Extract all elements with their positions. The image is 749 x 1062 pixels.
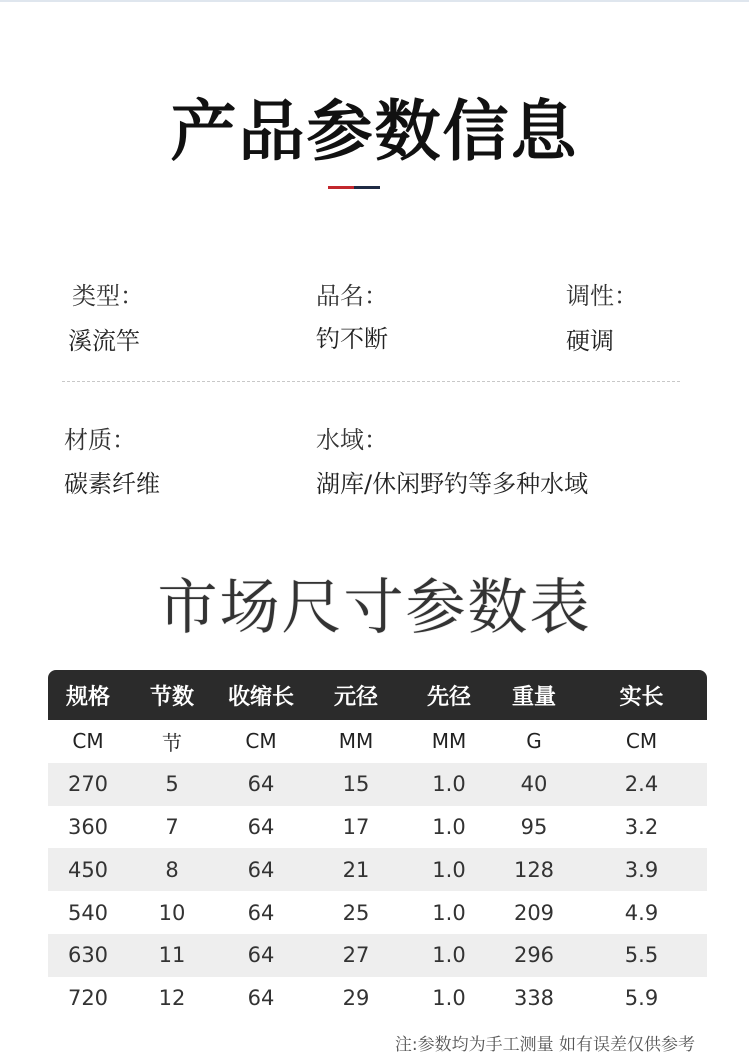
table-row: [48, 934, 707, 977]
table-cell: 64: [247, 857, 275, 882]
table-cell: 296: [513, 943, 555, 968]
table-cell: 64: [247, 900, 275, 925]
size-table: [48, 670, 707, 1020]
name-value: 钓不断: [316, 325, 388, 353]
unit-cell: CM: [625, 729, 658, 754]
header-sections: 节数: [149, 684, 194, 710]
table-cell: 64: [247, 814, 275, 839]
table-cell: 29: [342, 986, 370, 1011]
table-cell: 64: [247, 986, 275, 1011]
table-cell: 5: [165, 772, 179, 797]
size-table-title: 市场尺寸参数表: [157, 573, 592, 643]
measurement-note: 注:参数均为手工测量 如有误差仅供参考: [394, 1035, 695, 1055]
table-cell: 1.0: [432, 943, 466, 968]
type-label: 类型：: [72, 282, 144, 310]
table-row: [48, 806, 707, 849]
header-butt-diameter: 元径: [333, 684, 378, 710]
table-row: [48, 763, 707, 806]
table-cell: 11: [158, 943, 186, 968]
table-row: [48, 891, 707, 934]
table-cell: 1.0: [432, 857, 466, 882]
table-cell: 8: [165, 857, 179, 882]
action-value: 硬调: [566, 327, 614, 355]
table-cell: 128: [513, 857, 555, 882]
page-title: 产品参数信息: [170, 93, 579, 170]
table-cell: 12: [158, 986, 186, 1011]
table-cell: 3.2: [624, 814, 659, 839]
table-cell: 17: [342, 814, 370, 839]
header-actual-length: 实长: [619, 684, 664, 710]
table-cell: 1.0: [432, 986, 466, 1011]
table-cell: 64: [247, 772, 275, 797]
title-accent-navy: [354, 186, 380, 189]
table-cell: 720: [67, 986, 109, 1011]
table-cell: 21: [342, 857, 370, 882]
table-cell: 360: [67, 814, 109, 839]
table-cell: 40: [520, 772, 548, 797]
table-cell: 10: [158, 900, 186, 925]
table-cell: 338: [513, 986, 555, 1011]
unit-cell: MM: [338, 729, 374, 754]
water-value: 湖库/休闲野钓等多种水域: [316, 470, 589, 498]
name-label: 品名：: [316, 282, 388, 310]
type-value: 溪流竿: [68, 327, 140, 355]
table-cell: 270: [67, 772, 109, 797]
table-cell: 4.9: [624, 900, 659, 925]
table-cell: 64: [247, 943, 275, 968]
table-cell: 630: [67, 943, 109, 968]
table-cell: 5.9: [624, 986, 659, 1011]
unit-cell: G: [526, 729, 542, 754]
table-cell: 5.5: [624, 943, 659, 968]
table-cell: 540: [67, 900, 109, 925]
info-divider: [62, 381, 680, 382]
table-cell: 15: [342, 772, 370, 797]
unit-cell: CM: [245, 729, 277, 754]
header-weight: 重量: [511, 684, 556, 710]
title-accent-red: [328, 186, 354, 189]
table-cell: 209: [513, 900, 555, 925]
header-spec: 规格: [65, 684, 110, 710]
table-row: [48, 848, 707, 891]
action-label: 调性：: [566, 282, 638, 310]
water-label: 水域：: [316, 426, 388, 454]
header-tip-diameter: 先径: [426, 684, 471, 710]
material-value: 碳素纤维: [64, 470, 160, 498]
table-header: [48, 670, 707, 720]
table-cell: 1.0: [432, 772, 466, 797]
units-row: [48, 720, 707, 763]
table-cell: 95: [520, 814, 548, 839]
top-divider: [0, 0, 749, 2]
table-cell: 450: [67, 857, 109, 882]
table-cell: 25: [342, 900, 370, 925]
table-row: [48, 977, 707, 1020]
material-label: 材质：: [64, 426, 136, 454]
header-closed-length: 收缩长: [227, 684, 294, 710]
table-cell: 1.0: [432, 900, 466, 925]
table-cell: 27: [342, 943, 370, 968]
table-cell: 7: [165, 814, 179, 839]
unit-cell: 节: [162, 730, 182, 755]
table-cell: 3.9: [624, 857, 659, 882]
unit-cell: MM: [431, 729, 467, 754]
table-cell: 1.0: [432, 814, 466, 839]
table-cell: 2.4: [624, 772, 659, 797]
unit-cell: CM: [72, 729, 104, 754]
